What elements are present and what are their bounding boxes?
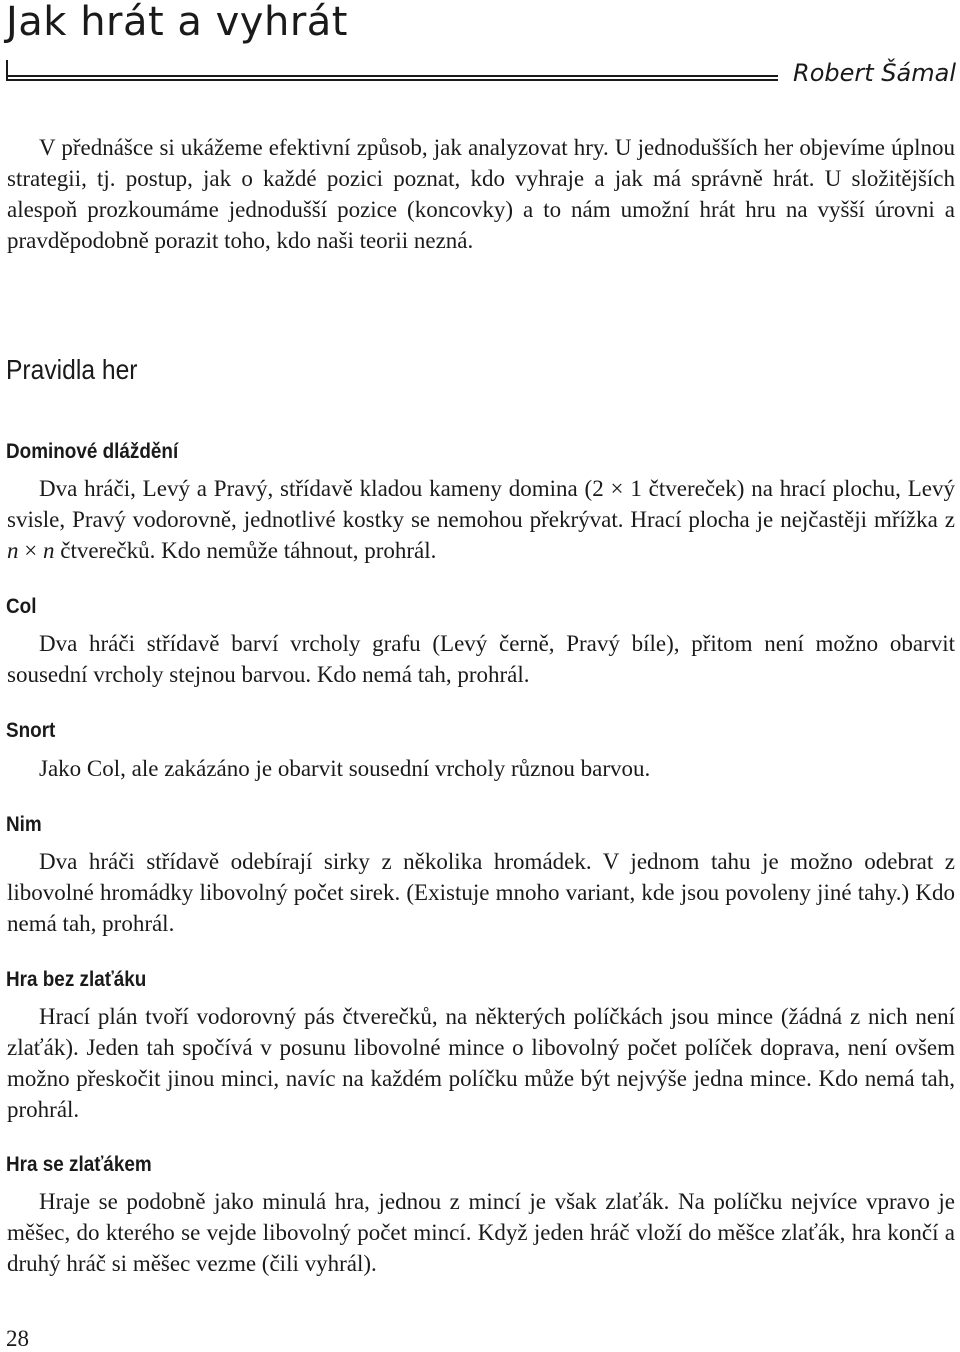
math-var-n: n (7, 538, 19, 563)
paragraph-hra-bez-zlataku: Hrací plán tvoří vodorovný pás čtverečků, na některých políčkách jsou mince (žádná z nich není zlaťák). Jeden tah spočívá v posunu libovolné mince o libovolný počet políček doprava, není ovšem možno přeskočit jinou minci, navíc na každém políčku může být nejvýše jedna mince. Kdo nemá tah, prohrál. (7, 1004, 955, 1122)
paragraph-dominove (7, 473, 955, 566)
section-heading: Pravidla her (6, 354, 138, 385)
math-times: × (18, 538, 43, 563)
page-title: Jak hrát a vyhrát (6, 0, 348, 45)
paragraph-col: Dva hráči střídavě barví vrcholy grafu (Levý černě, Pravý bíle), přitom není možno obarvit sousední vrcholy stejnou barvou. Kdo nemá tah, prohrál. (7, 631, 955, 687)
math-var-n: n (42, 538, 55, 563)
paragraph-hra-se-zlatakem: Hraje se podobně jako minulá hra, jednou z mincí je však zlaťák. Na políčku nejvíce vpravo je měšec, do kterého se vejde libovolný počet mincí. Když jeden hráč vloží do měšce zlaťák, hra končí a druhý hráč si měšec vezme (čili vyhrál). (7, 1189, 955, 1276)
title-rule-line-lower (6, 79, 778, 81)
subsection-heading-col: Col (6, 595, 37, 618)
paragraph-dominove-text-b: čtverečků. Kdo nemůže táhnout, prohrál. (54, 538, 437, 563)
subsection-heading-snort: Snort (6, 719, 56, 742)
subsection-heading-hra-bez-zlataku: Hra bez zlaťáku (6, 968, 147, 991)
title-rule (6, 58, 778, 82)
author-name: Robert Šámal (793, 59, 956, 87)
subsection-heading-hra-se-zlatakem: Hra se zlaťákem (6, 1153, 152, 1176)
subsection-heading-nim: Nim (6, 813, 42, 836)
paragraph-dominove-text-a: Dva hráči, Levý a Pravý, střídavě kladou kameny domina (2 × 1 čtvereček) na hrací plochu, Levý svisle, Pravý vodorovně, jednotlivé kostky se nemohou překrývat. Hrací plocha je nejčastěji mřížka z (7, 476, 955, 532)
title-rule-line-upper (6, 75, 778, 77)
subsection-heading-dominove: Dominové dláždění (6, 440, 179, 463)
paragraph-snort: Jako Col, ale zakázáno je obarvit sousední vrcholy různou barvou. (39, 756, 651, 781)
paragraph-nim: Dva hráči střídavě odebírají sirky z několika hromádek. V jednom tahu je možno odebrat z libovolné hromádky libovolný počet sirek. (Existuje mnoho variant, kde jsou povoleny jiné tahy.) Kdo nemá tah, prohrál. (7, 849, 955, 936)
intro-paragraph: V přednášce si ukážeme efektivní způsob, jak analyzovat hry. U jednodušších her objevíme úplnou strategii, tj. postup, jak o každé pozici poznat, kdo vyhraje a jak má správně hrát. U složitějších alespoň prozkoumáme jednodušší pozice (koncovky) a to nám umožní hrát hru na vyšší úrovni a pravděpodobně porazit toho, kdo naši teorii nezná. (7, 135, 955, 253)
page-number: 28 (6, 1326, 29, 1351)
title-rule-tick (6, 60, 8, 80)
